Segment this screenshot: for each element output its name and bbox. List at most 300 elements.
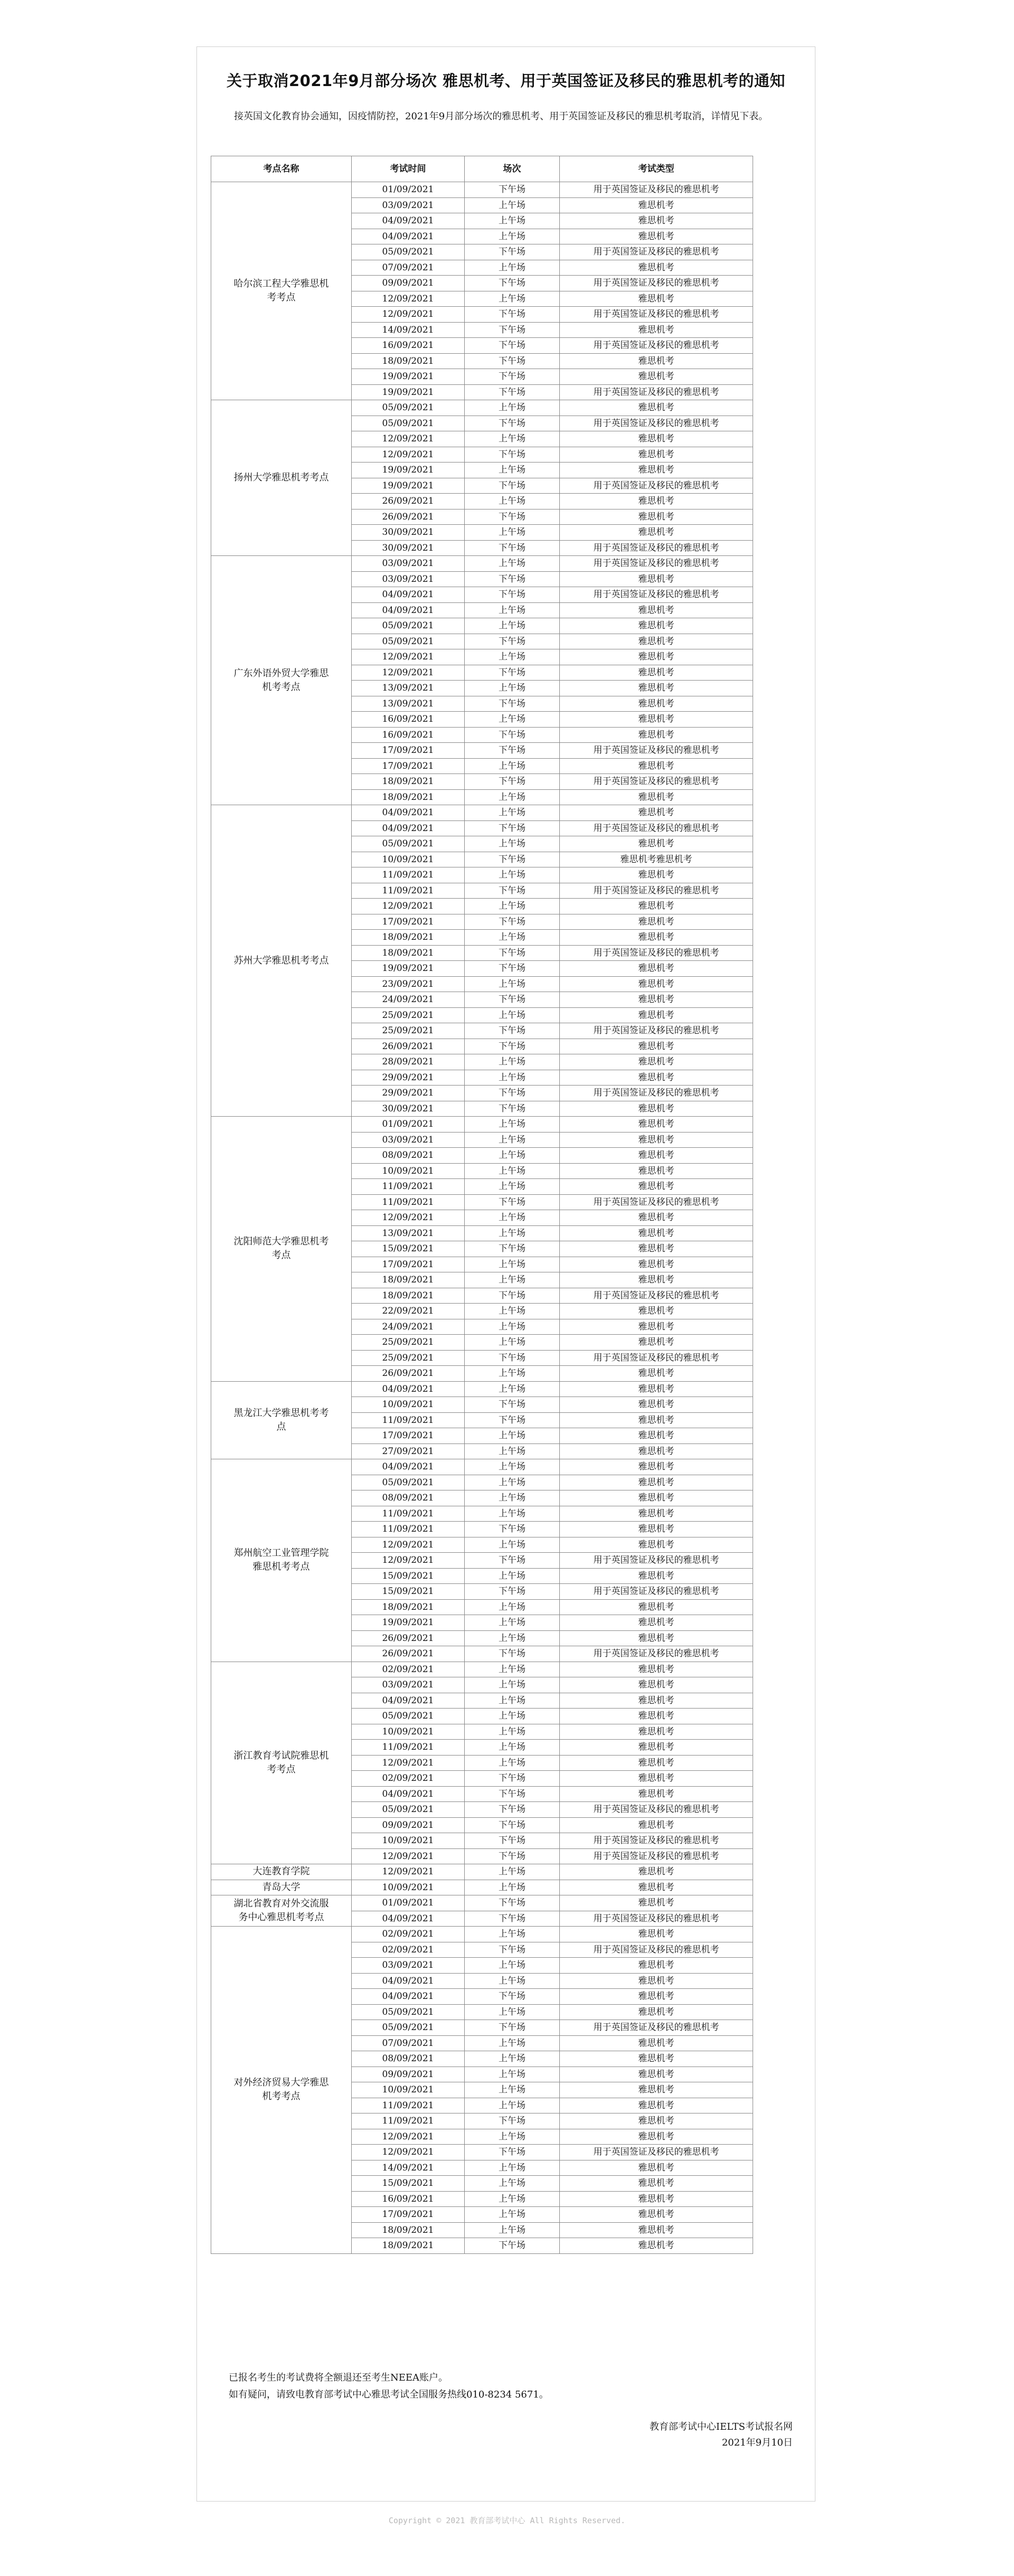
type-cell: 用于英国签证及移民的雅思机考 (560, 2145, 753, 2160)
date-cell: 22/09/2021 (352, 1304, 465, 1319)
date-cell: 16/09/2021 (352, 2191, 465, 2207)
type-cell: 雅思机考 (560, 1412, 753, 1428)
type-cell: 用于英国签证及移民的雅思机考 (560, 883, 753, 899)
type-cell: 雅思机考 (560, 1148, 753, 1164)
table-row (211, 1864, 753, 1880)
date-cell: 12/09/2021 (352, 1553, 465, 1569)
type-cell: 用于英国签证及移民的雅思机考 (560, 1086, 753, 1101)
session-cell: 上午场 (465, 2082, 560, 2098)
type-cell: 用于英国签证及移民的雅思机考 (560, 2020, 753, 2036)
session-cell: 上午场 (465, 1693, 560, 1709)
type-cell: 雅思机考 (560, 260, 753, 276)
type-cell: 雅思机考 (560, 1163, 753, 1179)
type-cell: 雅思机考 (560, 867, 753, 883)
date-cell: 26/09/2021 (352, 1646, 465, 1662)
date-cell: 05/09/2021 (352, 836, 465, 852)
session-cell: 上午场 (465, 976, 560, 992)
session-cell: 下午场 (465, 1911, 560, 1927)
session-cell: 上午场 (465, 400, 560, 416)
type-cell: 用于英国签证及移民的雅思机考 (560, 1802, 753, 1818)
session-cell: 下午场 (465, 1023, 560, 1039)
date-cell: 08/09/2021 (352, 1490, 465, 1506)
session-cell: 上午场 (465, 1880, 560, 1895)
note-refund: 已报名考生的考试费将全额退还至考生NEEA账户。 (229, 2372, 448, 2383)
type-cell: 雅思机考 (560, 1817, 753, 1833)
date-cell: 07/09/2021 (352, 260, 465, 276)
session-cell: 下午场 (465, 1397, 560, 1413)
header-type: 考试类型 (560, 156, 753, 182)
date-cell: 19/09/2021 (352, 961, 465, 977)
date-cell: 18/09/2021 (352, 930, 465, 946)
session-cell: 上午场 (465, 1724, 560, 1740)
session-cell: 上午场 (465, 213, 560, 229)
date-cell: 04/09/2021 (352, 602, 465, 618)
type-cell: 雅思机考 (560, 2238, 753, 2254)
date-cell: 04/09/2021 (352, 213, 465, 229)
session-cell: 下午场 (465, 2020, 560, 2036)
session-cell: 上午场 (465, 431, 560, 447)
date-cell: 25/09/2021 (352, 1335, 465, 1351)
date-cell: 14/09/2021 (352, 2160, 465, 2176)
copyright-footer: Copyright © 2021 教育部考试中心 All Rights Reserved. (388, 2516, 626, 2525)
type-cell: 用于英国签证及移民的雅思机考 (560, 1911, 753, 1927)
date-cell: 10/09/2021 (352, 2082, 465, 2098)
type-cell: 雅思机考 (560, 805, 753, 821)
type-cell: 雅思机考 (560, 618, 753, 634)
session-cell: 下午场 (465, 1848, 560, 1864)
session-cell: 上午场 (465, 1428, 560, 1444)
type-cell: 雅思机考 (560, 2176, 753, 2192)
session-cell: 下午场 (465, 883, 560, 899)
type-cell: 雅思机考 (560, 2129, 753, 2145)
date-cell: 05/09/2021 (352, 244, 465, 260)
notice-page (196, 46, 815, 2502)
type-cell: 雅思机考 (560, 1599, 753, 1615)
date-cell: 19/09/2021 (352, 1615, 465, 1631)
table-header-row (211, 156, 753, 182)
date-cell: 15/09/2021 (352, 1241, 465, 1257)
date-cell: 23/09/2021 (352, 976, 465, 992)
session-cell: 下午场 (465, 727, 560, 743)
session-cell: 下午场 (465, 1039, 560, 1054)
date-cell: 12/09/2021 (352, 431, 465, 447)
type-cell: 雅思机考 (560, 571, 753, 587)
type-cell: 雅思机考 (560, 899, 753, 914)
session-cell: 下午场 (465, 1989, 560, 2005)
date-cell: 12/09/2021 (352, 665, 465, 681)
session-cell: 下午场 (465, 2145, 560, 2160)
type-cell: 雅思机考 (560, 2113, 753, 2129)
date-cell: 09/09/2021 (352, 1817, 465, 1833)
session-cell: 上午场 (465, 1225, 560, 1241)
notice-intro: 接英国文化教育协会通知，因疫情防控，2021年9月部分场次的雅思机考、用于英国签证及移民的雅思机考取消，详情见下表。 (234, 111, 768, 122)
date-cell: 04/09/2021 (352, 805, 465, 821)
type-cell: 用于英国签证及移民的雅思机考 (560, 1288, 753, 1304)
signature-org: 教育部考试中心IELTS考试报名网 (649, 2421, 793, 2432)
date-cell: 05/09/2021 (352, 618, 465, 634)
session-cell: 下午场 (465, 182, 560, 198)
session-cell: 下午场 (465, 1802, 560, 1818)
date-cell: 04/09/2021 (352, 1459, 465, 1475)
session-cell: 上午场 (465, 1709, 560, 1724)
type-cell: 雅思机考 (560, 1522, 753, 1537)
date-cell: 29/09/2021 (352, 1070, 465, 1086)
type-cell: 雅思机考 (560, 649, 753, 665)
type-cell: 雅思机考 (560, 1304, 753, 1319)
date-cell: 17/09/2021 (352, 758, 465, 774)
date-cell: 05/09/2021 (352, 1475, 465, 1490)
date-cell: 03/09/2021 (352, 571, 465, 587)
type-cell: 雅思机考 (560, 1257, 753, 1272)
type-cell: 用于英国签证及移民的雅思机考 (560, 945, 753, 961)
session-cell: 上午场 (465, 2176, 560, 2192)
date-cell: 12/09/2021 (352, 1755, 465, 1771)
type-cell: 雅思机考 (560, 1132, 753, 1148)
session-cell: 上午场 (465, 1740, 560, 1756)
type-cell: 雅思机考 (560, 992, 753, 1008)
type-cell: 用于英国签证及移民的雅思机考 (560, 338, 753, 354)
session-cell: 下午场 (465, 322, 560, 338)
session-cell: 上午场 (465, 1070, 560, 1086)
session-cell: 上午场 (465, 1599, 560, 1615)
date-cell: 19/09/2021 (352, 369, 465, 385)
date-cell: 04/09/2021 (352, 1989, 465, 2005)
type-cell: 雅思机考 (560, 1459, 753, 1475)
session-cell: 下午场 (465, 1086, 560, 1101)
session-cell: 上午场 (465, 1257, 560, 1272)
type-cell: 用于英国签证及移民的雅思机考 (560, 478, 753, 494)
date-cell: 10/09/2021 (352, 1724, 465, 1740)
type-cell: 用于英国签证及移民的雅思机考 (560, 1553, 753, 1569)
site-name-cell: 广东外语外贸大学雅思机考考点 (211, 556, 352, 805)
type-cell: 雅思机考 (560, 681, 753, 696)
session-cell: 上午场 (465, 1755, 560, 1771)
date-cell: 01/09/2021 (352, 1895, 465, 1911)
date-cell: 16/09/2021 (352, 712, 465, 728)
session-cell: 上午场 (465, 2207, 560, 2223)
date-cell: 28/09/2021 (352, 1054, 465, 1070)
session-cell: 上午场 (465, 758, 560, 774)
type-cell: 用于英国签证及移民的雅思机考 (560, 276, 753, 291)
date-cell: 29/09/2021 (352, 1086, 465, 1101)
date-cell: 10/09/2021 (352, 1397, 465, 1413)
session-cell: 上午场 (465, 1007, 560, 1023)
session-cell: 上午场 (465, 2129, 560, 2145)
session-cell: 下午场 (465, 1288, 560, 1304)
date-cell: 09/09/2021 (352, 276, 465, 291)
session-cell: 下午场 (465, 369, 560, 385)
table-row (211, 400, 753, 416)
site-name-cell: 黑龙江大学雅思机考考点 (211, 1381, 352, 1459)
session-cell: 上午场 (465, 556, 560, 572)
type-cell: 雅思机考 (560, 634, 753, 649)
session-cell: 上午场 (465, 1568, 560, 1584)
date-cell: 02/09/2021 (352, 1927, 465, 1942)
type-cell: 用于英国签证及移民的雅思机考 (560, 587, 753, 603)
date-cell: 24/09/2021 (352, 1319, 465, 1335)
date-cell: 24/09/2021 (352, 992, 465, 1008)
date-cell: 17/09/2021 (352, 914, 465, 930)
type-cell: 雅思机考 (560, 1225, 753, 1241)
date-cell: 08/09/2021 (352, 2051, 465, 2067)
type-cell: 雅思机考 (560, 322, 753, 338)
type-cell: 雅思机考 (560, 1443, 753, 1459)
session-cell: 上午场 (465, 463, 560, 478)
date-cell: 18/09/2021 (352, 1272, 465, 1288)
date-cell: 12/09/2021 (352, 291, 465, 307)
session-cell: 下午场 (465, 1786, 560, 1802)
date-cell: 04/09/2021 (352, 1693, 465, 1709)
date-cell: 10/09/2021 (352, 1833, 465, 1849)
session-cell: 下午场 (465, 961, 560, 977)
type-cell: 用于英国签证及移民的雅思机考 (560, 244, 753, 260)
date-cell: 08/09/2021 (352, 1148, 465, 1164)
date-cell: 11/09/2021 (352, 867, 465, 883)
session-cell: 上午场 (465, 681, 560, 696)
cancellation-table (211, 156, 753, 2254)
type-cell: 雅思机考 (560, 447, 753, 463)
date-cell: 14/09/2021 (352, 322, 465, 338)
type-cell: 雅思机考 (560, 961, 753, 977)
session-cell: 上午场 (465, 1630, 560, 1646)
date-cell: 04/09/2021 (352, 229, 465, 244)
date-cell: 11/09/2021 (352, 1522, 465, 1537)
session-cell: 下午场 (465, 1584, 560, 1600)
session-cell: 下午场 (465, 1942, 560, 1958)
date-cell: 25/09/2021 (352, 1350, 465, 1366)
site-name-cell: 大连教育学院 (211, 1864, 352, 1880)
type-cell: 雅思机考 (560, 1319, 753, 1335)
session-cell: 上午场 (465, 1459, 560, 1475)
date-cell: 02/09/2021 (352, 1771, 465, 1787)
session-cell: 上午场 (465, 899, 560, 914)
type-cell: 雅思机考 (560, 1927, 753, 1942)
date-cell: 04/09/2021 (352, 820, 465, 836)
signature-date: 2021年9月10日 (721, 2437, 793, 2448)
type-cell: 雅思机考 (560, 1506, 753, 1522)
date-cell: 11/09/2021 (352, 2113, 465, 2129)
date-cell: 10/09/2021 (352, 1163, 465, 1179)
date-cell: 04/09/2021 (352, 1911, 465, 1927)
type-cell: 雅思机考 (560, 2222, 753, 2238)
date-cell: 05/09/2021 (352, 2020, 465, 2036)
session-cell: 上午场 (465, 197, 560, 213)
session-cell: 上午场 (465, 2160, 560, 2176)
header-date: 考试时间 (352, 156, 465, 182)
date-cell: 01/09/2021 (352, 182, 465, 198)
signature (650, 2419, 793, 2451)
table-row (211, 1117, 753, 1133)
session-cell: 下午场 (465, 1553, 560, 1569)
type-cell: 雅思机考 (560, 1989, 753, 2005)
date-cell: 13/09/2021 (352, 1225, 465, 1241)
session-cell: 上午场 (465, 602, 560, 618)
session-cell: 上午场 (465, 836, 560, 852)
session-cell: 下午场 (465, 1895, 560, 1911)
session-cell: 上午场 (465, 1179, 560, 1195)
session-cell: 上午场 (465, 1335, 560, 1351)
date-cell: 12/09/2021 (352, 447, 465, 463)
type-cell: 用于英国签证及移民的雅思机考 (560, 556, 753, 572)
date-cell: 12/09/2021 (352, 2129, 465, 2145)
type-cell: 雅思机考 (560, 758, 753, 774)
site-name-cell: 沈阳师范大学雅思机考考点 (211, 1117, 352, 1382)
type-cell: 用于英国签证及移民的雅思机考 (560, 1646, 753, 1662)
type-cell: 雅思机考 (560, 696, 753, 712)
session-cell: 下午场 (465, 1522, 560, 1537)
session-cell: 上午场 (465, 1537, 560, 1553)
session-cell: 下午场 (465, 478, 560, 494)
type-cell: 雅思机考 (560, 1537, 753, 1553)
type-cell: 雅思机考 (560, 1693, 753, 1709)
header-session: 场次 (465, 156, 560, 182)
type-cell: 雅思机考 (560, 369, 753, 385)
date-cell: 15/09/2021 (352, 1584, 465, 1600)
type-cell: 雅思机考 (560, 291, 753, 307)
type-cell: 雅思机考 (560, 197, 753, 213)
session-cell: 上午场 (465, 1615, 560, 1631)
session-cell: 上午场 (465, 1490, 560, 1506)
session-cell: 上午场 (465, 618, 560, 634)
date-cell: 19/09/2021 (352, 463, 465, 478)
session-cell: 下午场 (465, 244, 560, 260)
session-cell: 上午场 (465, 494, 560, 509)
session-cell: 下午场 (465, 743, 560, 759)
type-cell: 雅思机考 (560, 1335, 753, 1351)
type-cell: 雅思机考 (560, 1709, 753, 1724)
date-cell: 18/09/2021 (352, 1288, 465, 1304)
date-cell: 11/09/2021 (352, 883, 465, 899)
date-cell: 17/09/2021 (352, 1428, 465, 1444)
type-cell: 雅思机考 (560, 1366, 753, 1382)
session-cell: 上午场 (465, 2004, 560, 2020)
date-cell: 11/09/2021 (352, 2098, 465, 2113)
date-cell: 17/09/2021 (352, 743, 465, 759)
session-cell: 上午场 (465, 1148, 560, 1164)
date-cell: 12/09/2021 (352, 1848, 465, 1864)
date-cell: 12/09/2021 (352, 899, 465, 914)
site-name-cell: 浙江教育考试院雅思机考考点 (211, 1662, 352, 1864)
date-cell: 16/09/2021 (352, 727, 465, 743)
type-cell: 雅思机考 (560, 2004, 753, 2020)
session-cell: 下午场 (465, 587, 560, 603)
type-cell: 雅思机考 (560, 1039, 753, 1054)
type-cell: 雅思机考 (560, 1615, 753, 1631)
session-cell: 下午场 (465, 2113, 560, 2129)
type-cell: 雅思机考 (560, 1475, 753, 1490)
session-cell: 上午场 (465, 1117, 560, 1133)
date-cell: 04/09/2021 (352, 587, 465, 603)
date-cell: 11/09/2021 (352, 1412, 465, 1428)
session-cell: 下午场 (465, 353, 560, 369)
date-cell: 19/09/2021 (352, 478, 465, 494)
date-cell: 05/09/2021 (352, 1802, 465, 1818)
type-cell: 雅思机考 (560, 2082, 753, 2098)
type-cell: 雅思机考 (560, 2098, 753, 2113)
table-row (211, 182, 753, 198)
date-cell: 19/09/2021 (352, 384, 465, 400)
type-cell: 雅思机考 (560, 1568, 753, 1584)
session-cell: 下午场 (465, 696, 560, 712)
type-cell: 雅思机考 (560, 789, 753, 805)
session-cell: 上午场 (465, 291, 560, 307)
type-cell: 雅思机考 (560, 1973, 753, 1989)
type-cell: 用于英国签证及移民的雅思机考 (560, 1942, 753, 1958)
date-cell: 11/09/2021 (352, 1179, 465, 1195)
session-cell: 上午场 (465, 2035, 560, 2051)
type-cell: 雅思机考 (560, 525, 753, 541)
table-row (211, 1381, 753, 1397)
session-cell: 上午场 (465, 1864, 560, 1880)
date-cell: 05/09/2021 (352, 416, 465, 431)
type-cell: 用于英国签证及移民的雅思机考 (560, 1350, 753, 1366)
date-cell: 12/09/2021 (352, 649, 465, 665)
date-cell: 12/09/2021 (352, 307, 465, 323)
session-cell: 下午场 (465, 945, 560, 961)
session-cell: 上午场 (465, 2051, 560, 2067)
date-cell: 05/09/2021 (352, 1709, 465, 1724)
session-cell: 上午场 (465, 1475, 560, 1490)
type-cell: 雅思机考 (560, 213, 753, 229)
type-cell: 雅思机考 (560, 2207, 753, 2223)
session-cell: 上午场 (465, 789, 560, 805)
type-cell: 雅思机考 (560, 400, 753, 416)
date-cell: 11/09/2021 (352, 1506, 465, 1522)
date-cell: 07/09/2021 (352, 2035, 465, 2051)
type-cell: 雅思机考 (560, 509, 753, 525)
session-cell: 下午场 (465, 416, 560, 431)
site-name-cell: 郑州航空工业管理学院雅思机考考点 (211, 1459, 352, 1662)
type-cell: 雅思机考 (560, 1677, 753, 1693)
table-row (211, 805, 753, 821)
type-cell: 雅思机考 (560, 1895, 753, 1911)
date-cell: 30/09/2021 (352, 525, 465, 541)
session-cell: 上午场 (465, 1973, 560, 1989)
table-row (211, 1927, 753, 1942)
type-cell: 雅思机考 (560, 229, 753, 244)
session-cell: 下午场 (465, 852, 560, 867)
session-cell: 上午场 (465, 1381, 560, 1397)
table-row (211, 1459, 753, 1475)
session-cell: 下午场 (465, 634, 560, 649)
notice-title: 关于取消2021年9月部分场次 雅思机考、用于英国签证及移民的雅思机考的通知 (227, 72, 785, 90)
type-cell: 雅思机考 (560, 1179, 753, 1195)
session-cell: 上午场 (465, 2191, 560, 2207)
header-site: 考点名称 (211, 156, 352, 182)
type-cell: 用于英国签证及移民的雅思机考 (560, 540, 753, 556)
type-cell: 雅思机考 (560, 602, 753, 618)
date-cell: 13/09/2021 (352, 681, 465, 696)
date-cell: 25/09/2021 (352, 1007, 465, 1023)
type-cell: 雅思机考 (560, 1007, 753, 1023)
type-cell: 雅思机考 (560, 1786, 753, 1802)
type-cell: 雅思机考 (560, 1880, 753, 1895)
session-cell: 上午场 (465, 1304, 560, 1319)
type-cell: 用于英国签证及移民的雅思机考 (560, 1023, 753, 1039)
type-cell: 用于英国签证及移民的雅思机考 (560, 416, 753, 431)
session-cell: 上午场 (465, 1210, 560, 1226)
type-cell: 雅思机考 (560, 1755, 753, 1771)
type-cell: 雅思机考 (560, 1724, 753, 1740)
type-cell: 用于英国签证及移民的雅思机考 (560, 820, 753, 836)
table-body (211, 182, 753, 2254)
session-cell: 下午场 (465, 276, 560, 291)
session-cell: 上午场 (465, 229, 560, 244)
type-cell: 雅思机考 (560, 836, 753, 852)
type-cell: 雅思机考 (560, 1117, 753, 1133)
date-cell: 03/09/2021 (352, 1958, 465, 1974)
date-cell: 18/09/2021 (352, 353, 465, 369)
